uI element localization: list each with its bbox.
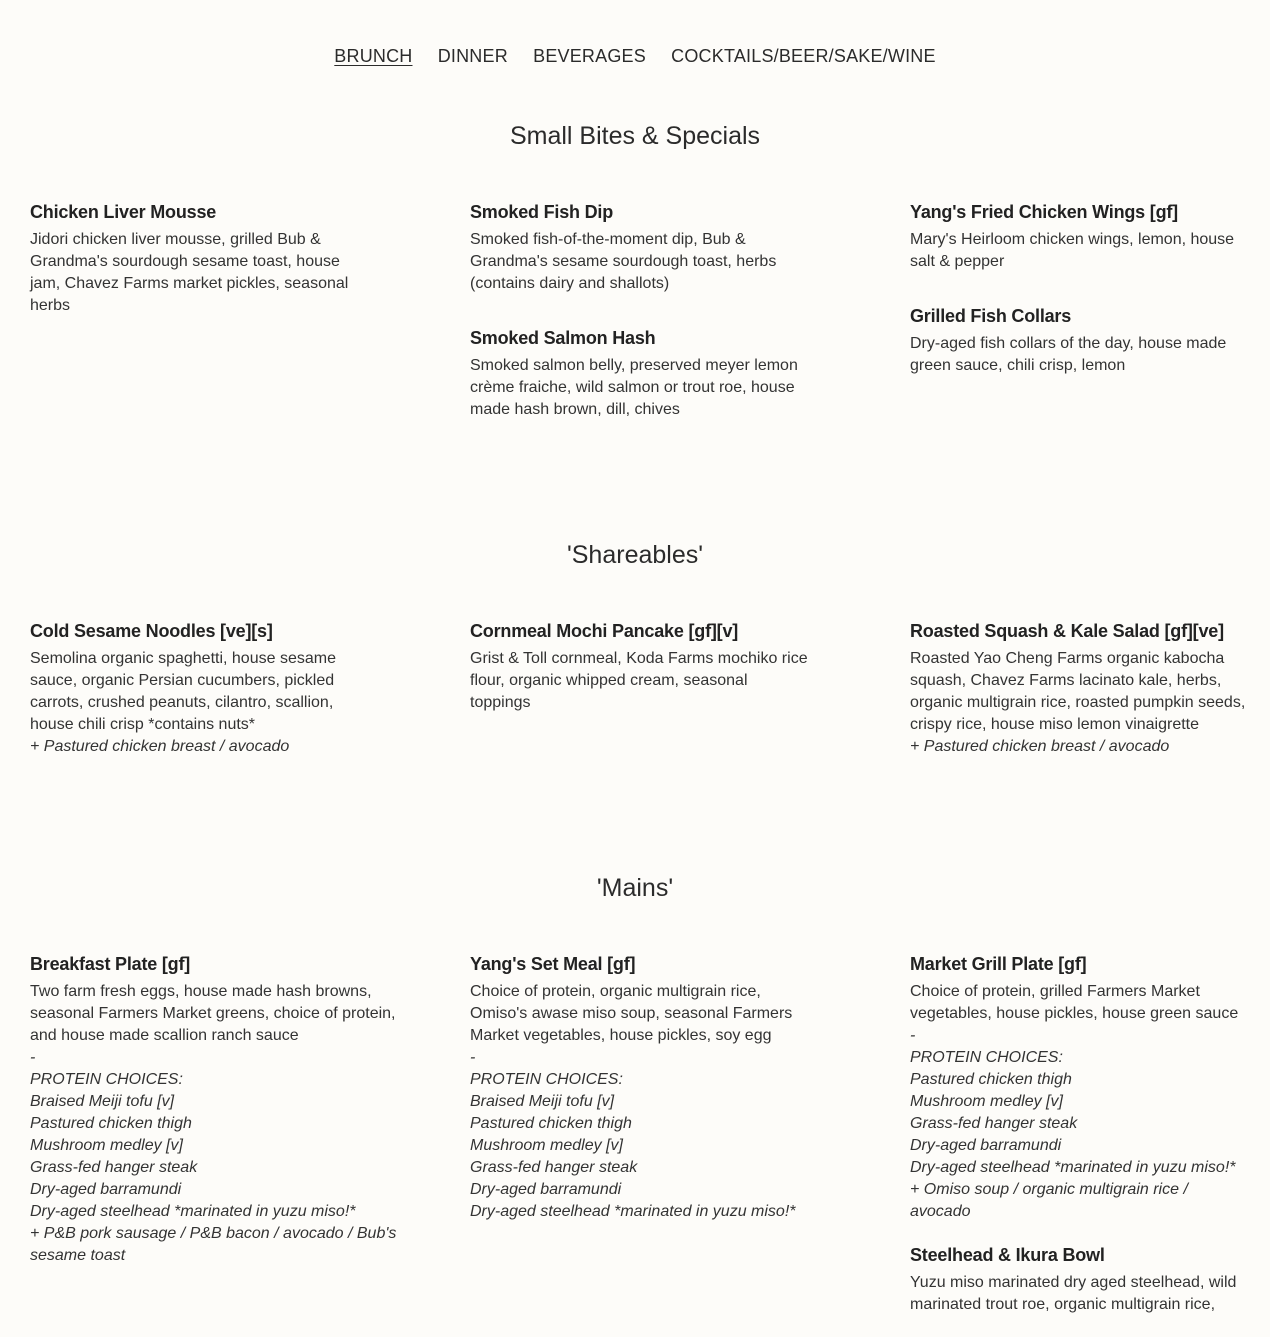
shareables-col-3 xyxy=(910,621,1250,779)
item-description: Choice of protein, organic multigrain rice, Omiso's awase miso soup, seasonal Farmers Market vegetables, house pickles, soy egg xyxy=(470,983,793,1044)
menu-item xyxy=(910,1245,1250,1316)
item-note-divider: - xyxy=(30,1049,36,1066)
menu-item xyxy=(470,328,810,421)
item-name: Grilled Fish Collars xyxy=(910,306,1072,326)
protein-option: Pastured chicken thigh xyxy=(470,1115,632,1132)
menu-item xyxy=(910,202,1250,273)
section-title-small-bites: Small Bites & Specials xyxy=(509,122,761,150)
protein-option: Dry-aged steelhead *marinated in yuzu miso!* xyxy=(470,1203,796,1220)
shareables-col-1 xyxy=(30,621,370,779)
small-bites-col-3 xyxy=(910,202,1250,398)
mains-col-3 xyxy=(910,954,1250,1337)
item-name: Steelhead & Ikura Bowl xyxy=(910,1245,1105,1265)
menu-item xyxy=(910,306,1250,377)
item-name: Smoked Fish Dip xyxy=(470,202,614,222)
menu-item xyxy=(30,621,370,758)
menu-item xyxy=(470,954,810,1223)
protein-option: Pastured chicken thigh xyxy=(30,1115,192,1132)
protein-option: Grass-fed hanger steak xyxy=(30,1159,198,1176)
item-description: Yuzu miso marinated dry aged steelhead, wild marinated trout roe, organic multigrain rice, xyxy=(910,1274,1237,1313)
item-description: Dry-aged fish collars of the day, house made green sauce, chili crisp, lemon xyxy=(910,335,1227,374)
item-addon: + Omiso soup / organic multigrain rice / avocado xyxy=(910,1181,1188,1220)
protein-choices-label: PROTEIN CHOICES: xyxy=(470,1071,623,1088)
item-name: Smoked Salmon Hash xyxy=(470,328,656,348)
item-name: Cold Sesame Noodles [ve][s] xyxy=(30,621,273,641)
protein-option: Dry-aged barramundi xyxy=(470,1181,622,1198)
item-addon: + Pastured chicken breast / avocado xyxy=(30,738,290,755)
item-description: Two farm fresh eggs, house made hash browns, seasonal Farmers Market greens, choice of protein, and house made scallion ranch sauce xyxy=(30,983,396,1044)
tab-dinner[interactable]: DINNER xyxy=(437,46,508,66)
item-addon: + P&B pork sausage / P&B bacon / avocado / Bub's sesame toast xyxy=(30,1225,397,1264)
protein-option: Mushroom medley [v] xyxy=(470,1137,623,1154)
small-bites-col-2 xyxy=(470,202,810,442)
item-note-divider: - xyxy=(910,1027,916,1044)
menu-item xyxy=(910,954,1250,1223)
protein-choices-label: PROTEIN CHOICES: xyxy=(30,1071,183,1088)
protein-option: Dry-aged steelhead *marinated in yuzu miso!* xyxy=(910,1159,1236,1176)
menu-item xyxy=(910,621,1250,758)
item-name: Yang's Fried Chicken Wings [gf] xyxy=(910,202,1178,222)
protein-option: Braised Meiji tofu [v] xyxy=(470,1093,615,1110)
item-description: Roasted Yao Cheng Farms organic kabocha squash, Chavez Farms lacinato kale, herbs, organic multigrain rice, roasted pumpkin seeds, crispy rice, house miso lemon vinaigrette xyxy=(910,650,1246,733)
item-description: Smoked fish-of-the-moment dip, Bub & Grandma's sesame sourdough toast, herbs (contains dairy and shallots) xyxy=(470,231,777,292)
item-name: Roasted Squash & Kale Salad [gf][ve] xyxy=(910,621,1224,641)
protein-option: Mushroom medley [v] xyxy=(910,1093,1063,1110)
menu-nav xyxy=(0,46,1270,67)
menu-item xyxy=(30,202,370,317)
item-name: Market Grill Plate [gf] xyxy=(910,954,1087,974)
item-name: Yang's Set Meal [gf] xyxy=(470,954,636,974)
tab-cocktails-beer-sake-wine[interactable]: COCKTAILS/BEER/SAKE/WINE xyxy=(671,46,936,66)
tab-brunch[interactable]: BRUNCH xyxy=(334,46,413,66)
protein-option: Pastured chicken thigh xyxy=(910,1071,1072,1088)
item-description: Semolina organic spaghetti, house sesame sauce, organic Persian cucumbers, pickled carrots, crushed peanuts, cilantro, scallion, house chili crisp *contains nuts* xyxy=(30,650,336,733)
protein-option: Dry-aged barramundi xyxy=(30,1181,182,1198)
protein-option: Grass-fed hanger steak xyxy=(470,1159,638,1176)
tab-beverages[interactable]: BEVERAGES xyxy=(533,46,646,66)
small-bites-col-1 xyxy=(30,202,370,338)
item-addon: + Pastured chicken breast / avocado xyxy=(910,738,1170,755)
item-description: Choice of protein, grilled Farmers Market vegetables, house pickles, house green sauce xyxy=(910,983,1239,1022)
menu-item xyxy=(470,202,810,295)
shareables-col-2 xyxy=(470,621,810,735)
item-note-divider: - xyxy=(470,1049,476,1066)
item-description: Grist & Toll cornmeal, Koda Farms mochiko rice flour, organic whipped cream, seasonal toppings xyxy=(470,650,808,711)
item-name: Breakfast Plate [gf] xyxy=(30,954,191,974)
item-description: Smoked salmon belly, preserved meyer lemon crème fraiche, wild salmon or trout roe, house made hash brown, dill, chives xyxy=(470,357,798,418)
protein-option: Braised Meiji tofu [v] xyxy=(30,1093,175,1110)
protein-option: Dry-aged steelhead *marinated in yuzu miso!* xyxy=(30,1203,356,1220)
protein-choices-label: PROTEIN CHOICES: xyxy=(910,1049,1063,1066)
protein-option: Mushroom medley [v] xyxy=(30,1137,183,1154)
protein-option: Grass-fed hanger steak xyxy=(910,1115,1078,1132)
item-name: Cornmeal Mochi Pancake [gf][v] xyxy=(470,621,739,641)
menu-item xyxy=(470,621,810,714)
section-title-shareables: 'Shareables' xyxy=(566,541,704,569)
menu-item xyxy=(30,954,410,1267)
protein-option: Dry-aged barramundi xyxy=(910,1137,1062,1154)
mains-col-1 xyxy=(30,954,410,1288)
item-name: Chicken Liver Mousse xyxy=(30,202,217,222)
item-description: Mary's Heirloom chicken wings, lemon, house salt & pepper xyxy=(910,231,1235,270)
item-description: Jidori chicken liver mousse, grilled Bub & Grandma's sourdough sesame toast, house jam, Chavez Farms market pickles, seasonal herbs xyxy=(30,231,349,314)
section-title-mains: 'Mains' xyxy=(596,874,674,902)
mains-col-2 xyxy=(470,954,810,1244)
